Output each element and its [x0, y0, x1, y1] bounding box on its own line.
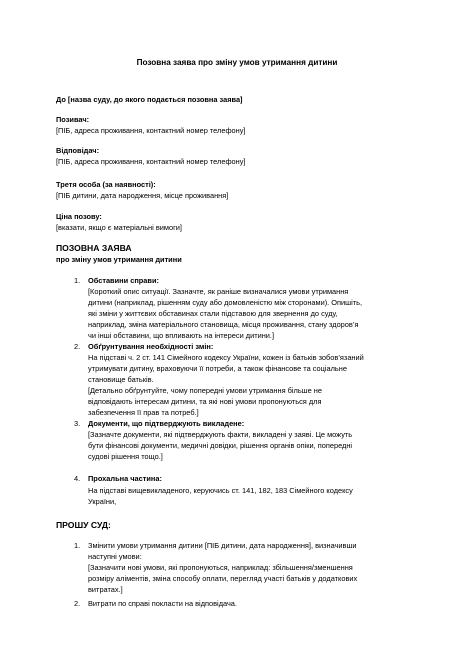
section-line: [Детально обґрунтуйте, чому попередні умови утримання більше не — [88, 386, 322, 395]
section-line: [Короткий опис ситуації. Зазначте, як раніше визначалися умови утримання — [88, 287, 349, 296]
section-line: бути фінансові документи, медичні довідки, рішення органів опіки, попередні — [88, 441, 353, 450]
section-number: 1. — [74, 276, 81, 285]
defendant-label: Відповідач: — [56, 146, 100, 155]
section-line: [Зазначте документи, які підтверджують факти, викладені у заяві. Це можуть — [88, 430, 353, 439]
claim-price-value: [вказати, якщо є матеріальні вимоги] — [56, 223, 182, 232]
court-line: До [назва суду, до якого подається позовна заява] — [56, 95, 243, 104]
section-line: України, — [88, 497, 117, 506]
section-line: забезпечення її прав та потреб.] — [88, 408, 199, 417]
request-line: наступні умови: — [88, 552, 142, 561]
request-line: Витрати по справі покласти на відповідача. — [88, 599, 237, 608]
section-heading: Обставини справи: — [88, 276, 159, 285]
section-line: чи інші обставини, що впливають на інтереси дитини.] — [88, 331, 275, 340]
section-line: утримувати дитину, враховуючи її потреби, а також фінансове та соціальне — [88, 364, 347, 373]
section-line: На підставі ч. 2 ст. 141 Сімейного кодексу України, кожен із батьків зобов’язаний — [88, 353, 364, 362]
third-party-value: [ПІБ дитини, дата народження, місце проживання] — [56, 191, 229, 200]
section-line: дитини (наприклад, рішенням суду або домовленістю між сторонами). Опишіть, — [88, 298, 363, 307]
request-number: 2. — [74, 599, 81, 608]
claim-heading: ПОЗОВНА ЗАЯВА — [56, 243, 132, 253]
section-line: судові рішення тощо.] — [88, 452, 163, 461]
section-line: становище батьків. — [88, 375, 154, 384]
request-number: 1. — [74, 541, 81, 550]
section-number: 2. — [74, 342, 81, 351]
section-line: наприклад, зміна матеріального становища, місця проживання, стану здоров’я — [88, 320, 359, 329]
request-line: [Зазначити нові умови, які пропонуються, наприклад: збільшення/зменшення — [88, 563, 353, 572]
section-number: 3. — [74, 419, 81, 428]
section-line: відповідають інтересам дитини, та які нові умови пропонуються для — [88, 397, 322, 406]
section-heading: Обґрунтування необхідності змін: — [88, 342, 214, 351]
section-line: які зміни у життєвих обставинах стали підставою для звернення до суду, — [88, 309, 338, 318]
section-heading: Документи, що підтверджують викладене: — [88, 419, 245, 428]
defendant-value: [ПІБ, адреса проживання, контактний номер телефону] — [56, 157, 246, 166]
request-line: витратах.] — [88, 585, 123, 594]
plaintiff-value: [ПІБ, адреса проживання, контактний номер телефону] — [56, 126, 246, 135]
claim-subheading: про зміну умов утримання дитини — [56, 255, 182, 264]
document-title: Позовна заява про зміну умов утримання дитини — [136, 58, 338, 67]
request-heading: ПРОШУ СУД: — [56, 520, 111, 530]
claim-price-label: Ціна позову: — [56, 212, 102, 221]
section-heading: Прохальна частина: — [88, 474, 162, 483]
request-line: Змінити умови утримання дитини [ПІБ дитини, дата народження], визначивши — [88, 541, 357, 550]
request-line: розміру аліментів, зміна способу оплати, перегляд участі батьків у додаткових — [88, 574, 358, 583]
section-line: На підставі вищевикладеного, керуючись ст. 141, 182, 183 Сімейного кодексу — [88, 486, 353, 495]
third-party-label: Третя особа (за наявності): — [56, 180, 156, 189]
plaintiff-label: Позивач: — [56, 115, 90, 124]
section-number: 4. — [74, 474, 81, 483]
